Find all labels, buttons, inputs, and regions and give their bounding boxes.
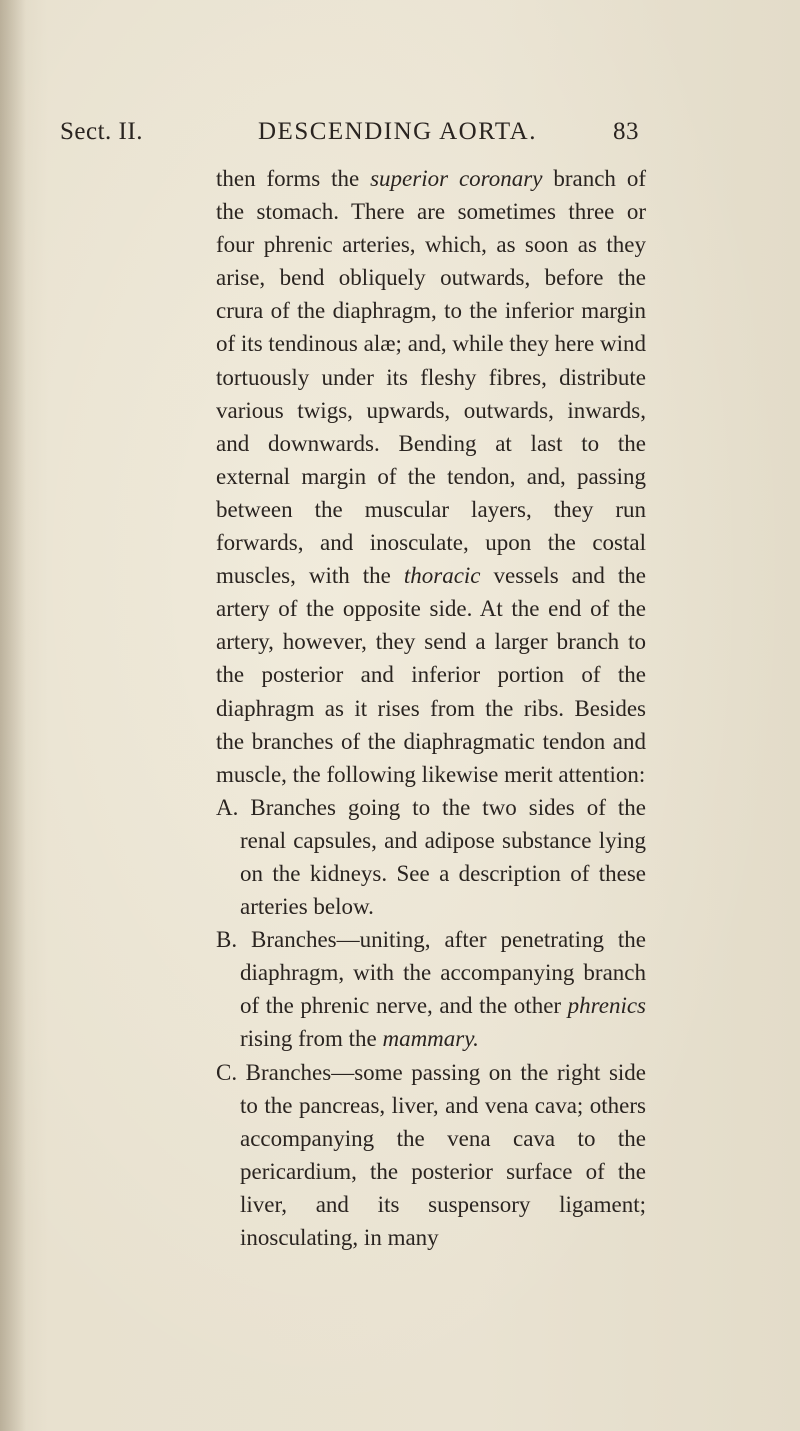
italic-term: thoracic	[403, 563, 481, 589]
text-run: B. Branches—uniting, after penetrating the diaphragm, with the accompanying branch of the phrenic nerve, and the other	[216, 927, 646, 1019]
italic-term: mammary.	[382, 1026, 479, 1052]
list-item-b	[216, 923, 646, 1055]
text-run: branch of the stomach. There are sometimes three or four phrenic arteries, which, as soon as they arise, bend obliquely outwards, before the crura of the diaphragm, to the inferior margin of its tendinous alæ; and, while they here wind tortuously under its fleshy fibres, distribute various twigs, upwards, outwards, inwards, and downwards. Bending at last to the external margin of the tendon, and, passing between the muscular layers, they run forwards, and inosculate, upon the costal muscles, with the	[216, 166, 646, 589]
italic-term: superior coronary	[370, 166, 543, 191]
running-header	[0, 118, 800, 158]
binding-shadow	[0, 0, 26, 1431]
list-item-a: A. Branches going to the two sides of the renal capsules, and adipose substance lying on the kidneys. See a description of these arteries below.	[216, 794, 646, 920]
list-item-c: C. Branches—some passing on the right side to the pancreas, liver, and vena cava; others accompanying the vena cava to the pericardium, the posterior surface of the liver, and its suspensory ligament; inosculating, in many	[216, 1059, 646, 1250]
page-number: 83	[613, 118, 639, 145]
text-run: then forms the	[216, 166, 371, 191]
paragraph	[216, 162, 646, 791]
section-label: Sect. II.	[60, 118, 143, 145]
running-title: DESCENDING AORTA.	[258, 118, 537, 145]
body-text	[216, 162, 646, 1254]
text-run: vessels and the artery of the opposite side. At the end of the artery, however, they send a larger branch to the posterior and inferior portion of the diaphragm as it rises from the ribs. Besides the branches of the diaphragmatic tendon and muscle, the following likewise merit attention:	[216, 563, 646, 787]
italic-term: phrenics	[567, 993, 646, 1019]
text-run: rising from the	[240, 1026, 383, 1052]
